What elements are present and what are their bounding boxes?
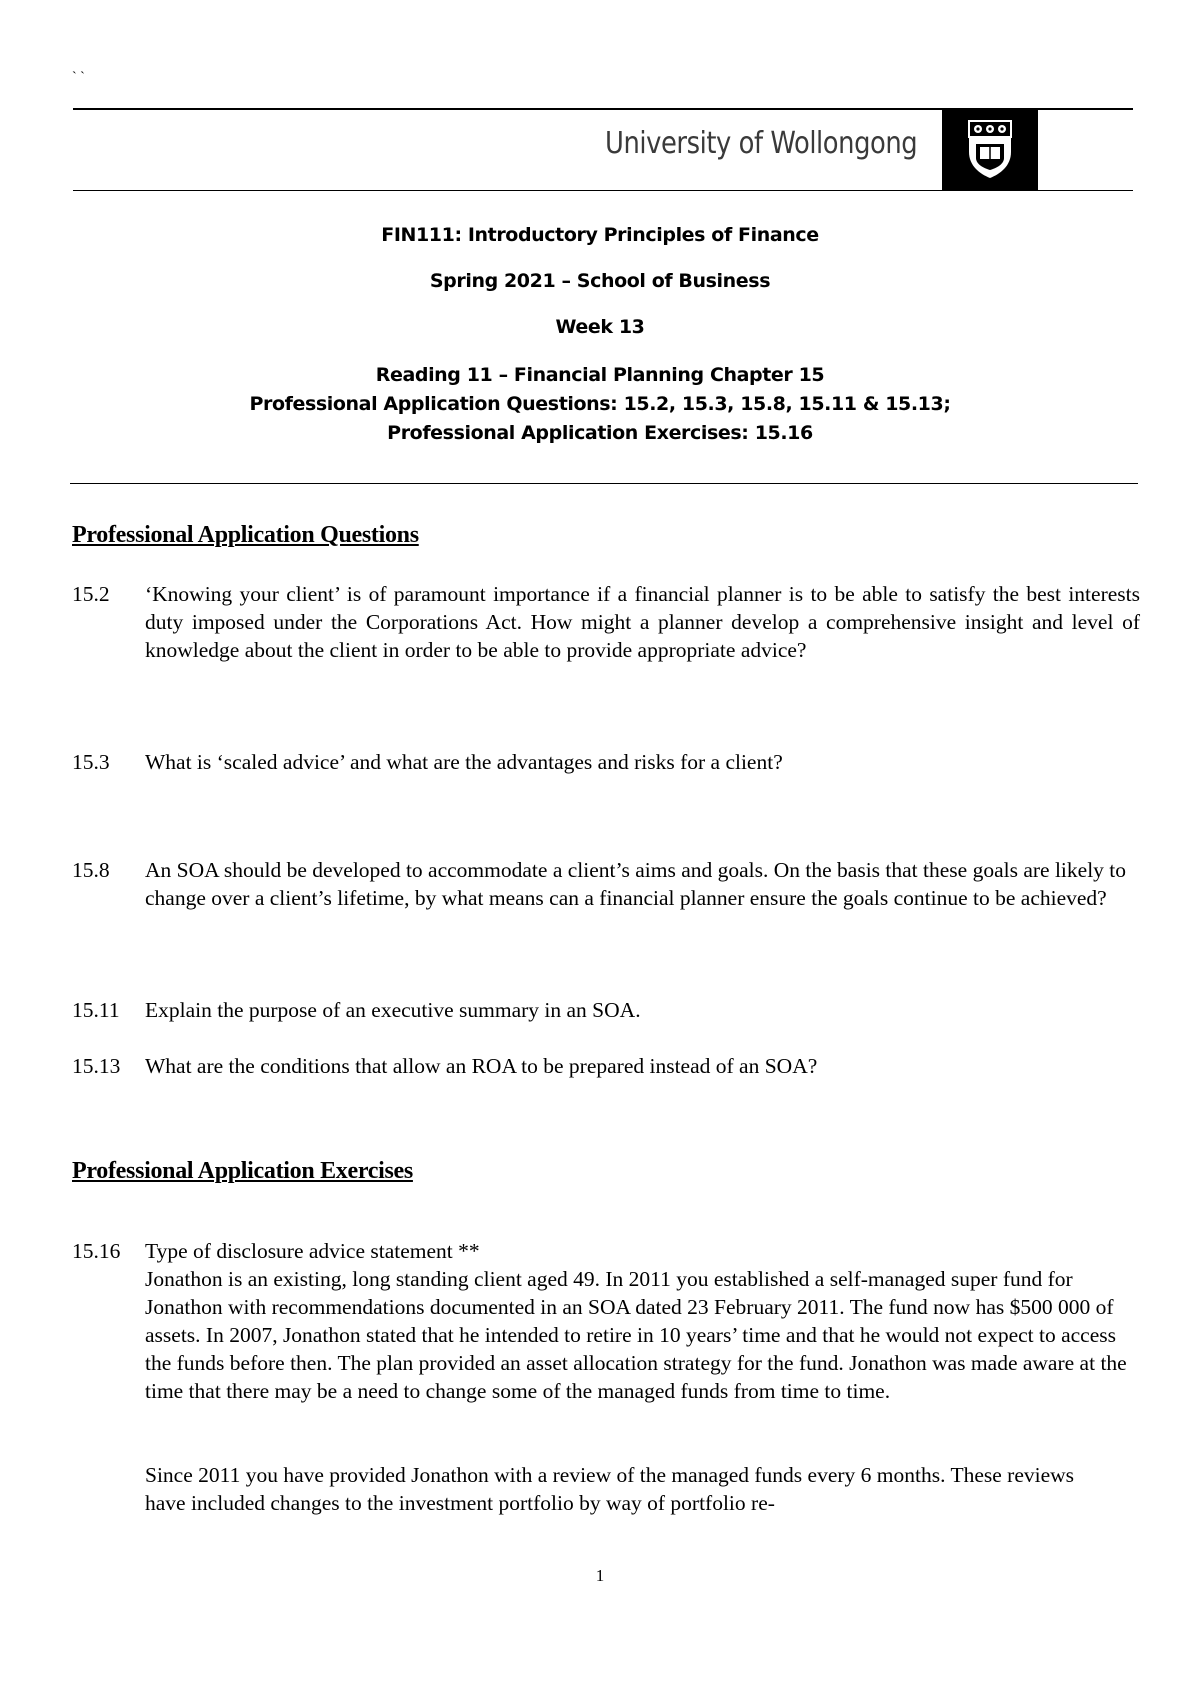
exercise-paragraph-1: Jonathon is an existing, long standing client aged 49. In 2011 you established a self-managed super fund for Jonathon with recommendations documented in an SOA dated 23 February 2011. The fund now has $500 000 of assets. In 2007, Jonathon stated that he intended to retire in 10 years’ time and that he would not expect to access the funds before then. The plan provided an asset allocation strategy for the fund. Jonathon was made aware at the time that there may be a need to change some of the managed funds from time to time.	[145, 1267, 1127, 1403]
course-session: Spring 2021 – School of Business	[429, 270, 771, 292]
exercise-body	[145, 1237, 1140, 1405]
question-text: What is ‘scaled advice’ and what are the advantages and risks for a client?	[145, 750, 783, 774]
question-number: 15.13	[72, 1054, 121, 1078]
question-text: An SOA should be developed to accommodate a client’s aims and goals. On the basis that these goals are likely to change over a client’s lifetime, by what means can a financial planner ensure the goals continue to be achieved?	[145, 858, 1127, 910]
question-text: ‘Knowing your client’ is of paramount importance if a financial planner is to be able to satisfy the best interests duty imposed under the Corporations Act. How might a planner develop a comprehensive insight and level of knowledge about the client in order to be able to provide appropriate advice?	[145, 582, 1140, 662]
exercises-line: Professional Application Exercises: 15.16	[387, 422, 813, 444]
header-rule-bottom	[73, 190, 1133, 191]
question-text: Explain the purpose of an executive summary in an SOA.	[145, 998, 641, 1022]
question-item	[72, 748, 1140, 776]
course-week: Week 13	[555, 316, 645, 338]
question-item	[72, 856, 1140, 912]
question-text: What are the conditions that allow an ROA to be prepared instead of an SOA?	[145, 1054, 818, 1078]
question-item	[72, 1052, 1140, 1080]
exercise-number: 15.16	[72, 1239, 121, 1263]
question-item	[72, 996, 1140, 1024]
section-title-exercises: Professional Application Exercises	[72, 1158, 413, 1184]
header-mark: ` `	[72, 70, 85, 85]
exercise-paragraph-2: Since 2011 you have provided Jonathon with a review of the managed funds every 6 months. These reviews have included changes to the investment portfolio by way of portfolio re-	[145, 1463, 1075, 1515]
question-number: 15.3	[72, 750, 110, 774]
reading-block	[0, 361, 1200, 448]
page-number: 1	[595, 1566, 605, 1585]
uow-crest-icon	[966, 118, 1014, 180]
reading-title: Reading 11 – Financial Planning Chapter 15	[375, 364, 825, 386]
question-item	[72, 580, 1140, 664]
section-title-questions: Professional Application Questions	[72, 522, 419, 548]
question-number: 15.2	[72, 582, 110, 606]
question-number: 15.11	[72, 998, 120, 1022]
question-number: 15.8	[72, 858, 110, 882]
questions-line: Professional Application Questions: 15.2, 15.3, 15.8, 15.11 & 15.13;	[249, 393, 951, 415]
university-name: University of Wollongong	[605, 126, 918, 161]
university-logo	[942, 108, 1038, 191]
exercise-item	[72, 1237, 1140, 1405]
exercise-heading: Type of disclosure advice statement **	[145, 1239, 480, 1263]
course-title: FIN111: Introductory Principles of Finance	[381, 224, 819, 246]
section-divider	[70, 483, 1138, 484]
